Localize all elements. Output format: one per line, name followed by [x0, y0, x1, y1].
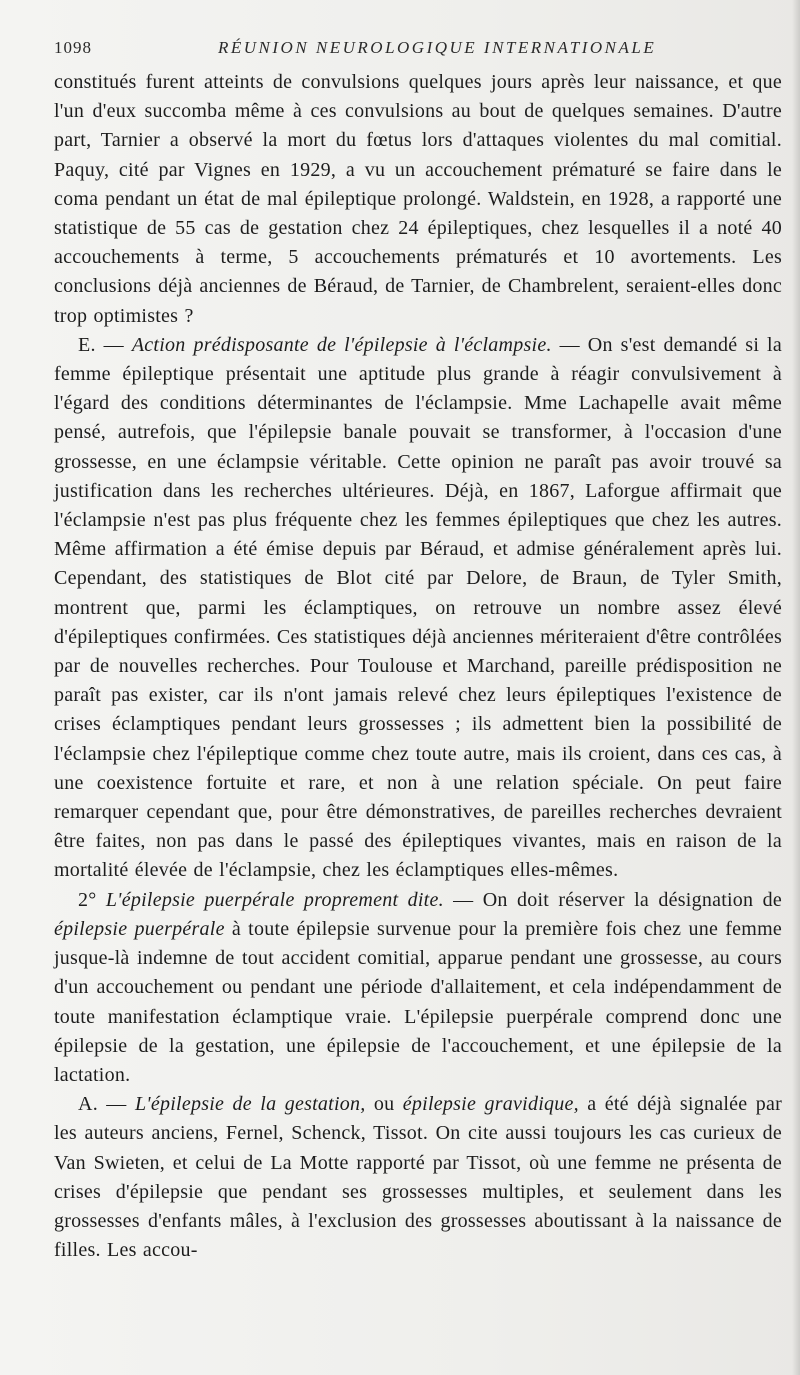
italic-text-segment: L'épilepsie de la gestation, — [134, 1093, 366, 1116]
text-segment: — On s'est demandé si la femme épileptique présentait une aptitude plus grande à réagir convulsivement à l'égard des conditions déterminantes de l'éclampsie. Mme Lachapelle avait même pensé, autrefois, que l'épilepsie banale pouvait se transformer, à l'occasion d'une grossesse, en une éclampsie véritable. Cette opinion ne paraît pas avoir trouvé sa justification dans les recherches ultérieures. Déjà, en 1867, Laforgue affirmait que l'éclampsie n'est pas plus fréquente chez les femmes épileptiques que chez les autres. Même affirmation a été émise depuis par Béraud, et admise généralement après lui. Cependant, des statistiques de Blot cité par Delore, de Braun, de Tyler Smith, montrent que, parmi les éclamptiques, on retrouve un nombre assez élevé d'épileptiques confirmées. Ces statistiques déjà anciennes mériteraient d'être contrôlées par de nouvelles recherches. Pour Toulouse et Marchand, pareille prédisposition ne paraît pas exister, car ils n'ont jamais relevé chez leurs épileptiques l'existence de crises éclamptiques pendant leurs grossesses ; ils admettent bien la possibilité de l'éclampsie chez l'épileptique comme chez toute autre, mais ils croient, dans ces cas, à une coexistence fortuite et rare, et non à une relation spéciale. On peut faire remarquer cependant que, pour être démonstratives, de pareilles recherches devraient être faites, non pas dans le passé des épileptiques vivantes, mais en raison de la mortalité élevée de l'éclampsie, chez les éclamptiques elles-mêmes. — [54, 333, 782, 882]
page-body — [54, 68, 782, 1265]
italic-text-segment: épilepsie puerpérale — [54, 917, 225, 940]
paragraph-section-e — [54, 331, 782, 886]
text-segment: constitués furent atteints de convulsions quelques jours après leur naissance, et que l'un d'eux succomba même à ces convulsions au bout de quelques semaines. D'autre part, Tarnier a observé la mort du fœtus lors d'attaques violentes du mal comitial. Paquy, cité par Vignes en 1929, a vu un accouchement prématuré se faire dans le coma pendant un état de mal épileptique prolongé. Waldstein, en 1928, a rapporté une statistique de 55 cas de gestation chez 24 épileptiques, chez lesquelles il a noté 40 accouchements à terme, 5 accouchements prématurés et 10 avortements. Les conclusions déjà anciennes de Béraud, de Tarnier, de Chambrelent, seraient-elles donc trop optimistes ? — [54, 71, 782, 327]
page-edge-shadow — [792, 0, 800, 1375]
italic-text-segment: L'épilepsie puerpérale proprement dite. — [105, 888, 444, 911]
text-segment: à toute épilepsie survenue pour la première fois chez une femme jusque-là indemne de tout accident comitial, apparue pendant une grossesse, au cours d'un accouchement ou pendant une période d'allaitement, et cela indépendamment de toute manifestation éclamptique vraie. L'épilepsie puerpérale comprend donc une épilepsie de la gestation, une épilepsie de l'accouchement, et une épilepsie de la lactation. — [54, 917, 783, 1086]
running-title: RÉUNION NEUROLOGIQUE INTERNATIONALE — [218, 38, 657, 57]
paragraph-section-2 — [54, 886, 782, 1090]
text-segment: a été déjà signalée par les auteurs anciens, Fernel, Schenck, Tissot. On cite aussi toujours les cas curieux de Van Swieten, et celui de La Motte rapporté par Tissot, où une femme ne présenta de crises d'épilepsie que pendant ses grossesses multiples, et seulement dans les grossesses d'enfants mâles, à l'exclusion des grossesses aboutissant à la naissance de filles. Les accou- — [54, 1093, 783, 1262]
italic-text-segment: épilepsie gravidique, — [402, 1093, 579, 1116]
running-head — [54, 38, 782, 68]
text-segment: A. — — [78, 1093, 135, 1116]
paragraph-continuation — [54, 68, 782, 331]
text-segment: 2° — [78, 888, 106, 911]
paragraph-section-a — [54, 1090, 782, 1265]
italic-text-segment: Action prédisposante de l'épilepsie à l'éclampsie. — [131, 333, 552, 356]
text-segment: E. — — [78, 333, 132, 356]
text-segment: ou — [365, 1093, 403, 1116]
text-segment: — On doit réserver la désignation de — [443, 888, 782, 911]
page-number: 1098 — [54, 38, 92, 57]
